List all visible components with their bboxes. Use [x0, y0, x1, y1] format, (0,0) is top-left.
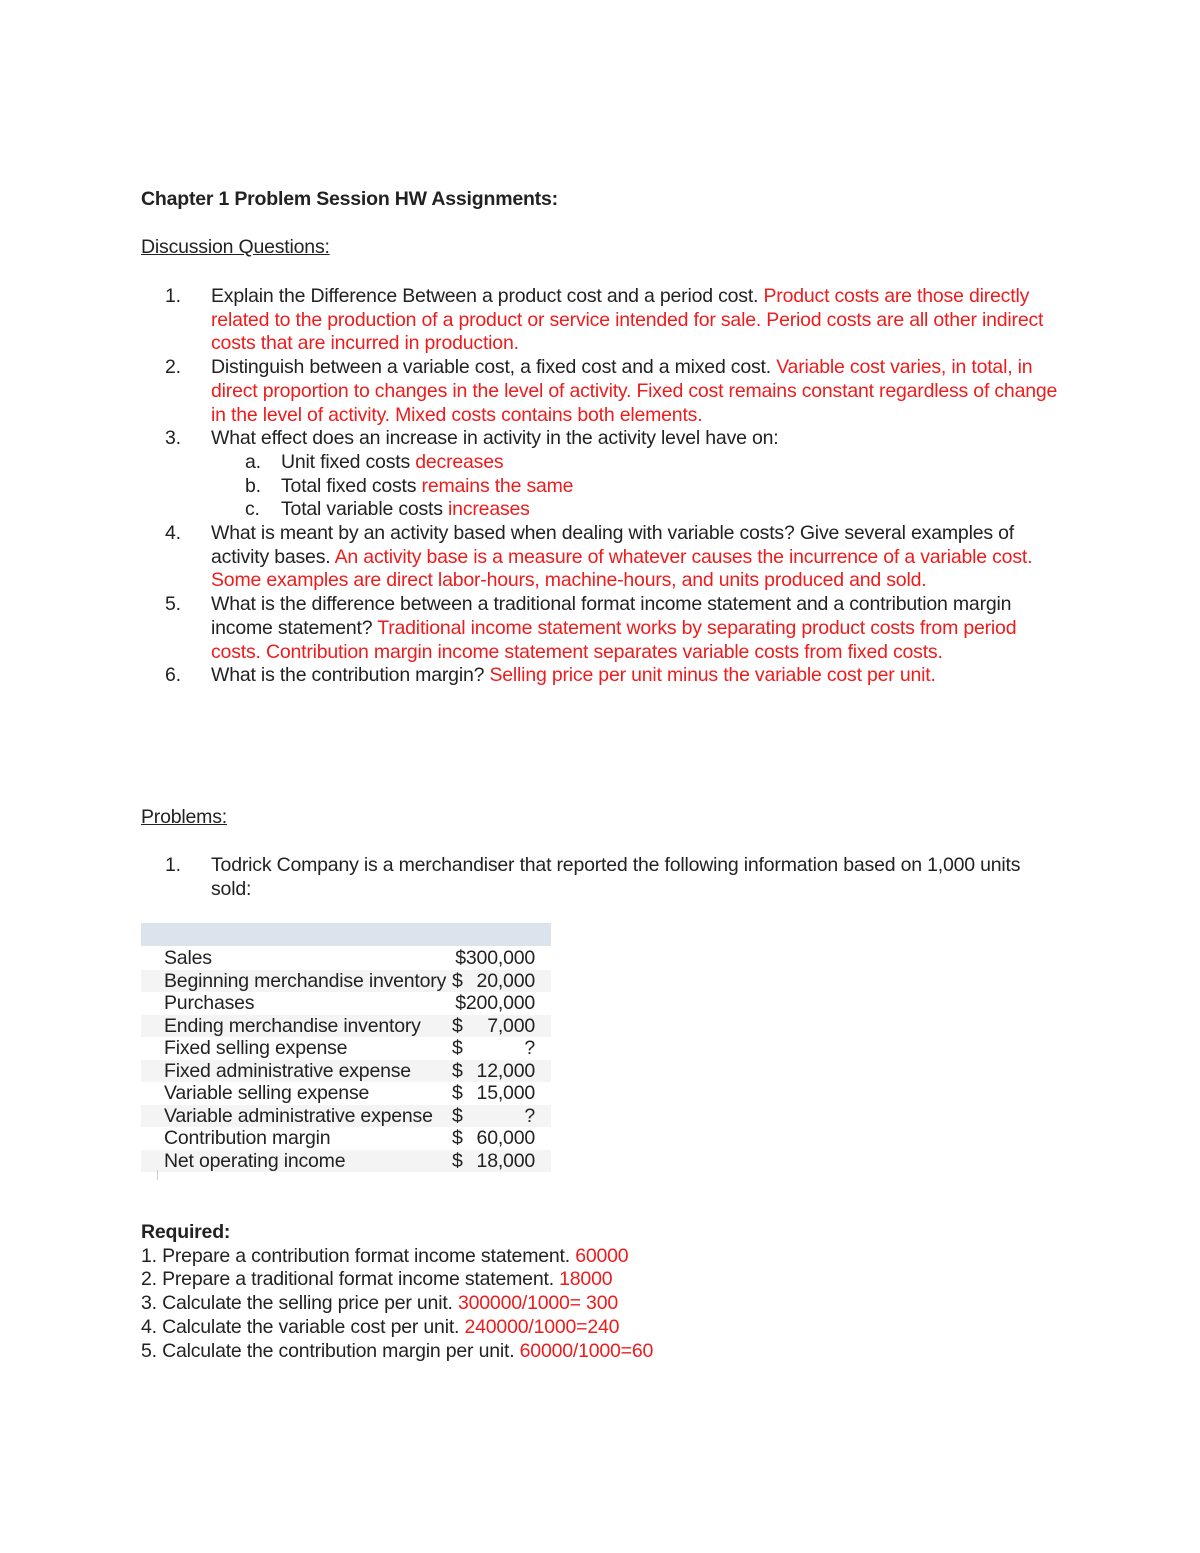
- answer-text: An activity base is a measure of whatever causes the incurrence of a variable cost. Some examples are direct labor-hours, machine-hours, and units produced and sold.: [211, 545, 1033, 592]
- table-row: Contribution margin $ 60,000: [164, 1127, 535, 1149]
- table-edge-mark: [157, 1170, 158, 1180]
- answer-text: decreases: [415, 450, 504, 473]
- table-row: Purchases $200,000: [164, 992, 535, 1014]
- table-row: Variable selling expense $ 15,000: [164, 1082, 535, 1104]
- page-title: Chapter 1 Problem Session HW Assignments:: [141, 188, 558, 210]
- table-row: Beginning merchandise inventory $ 20,000: [141, 970, 551, 993]
- answer-text: 60000: [575, 1244, 629, 1267]
- answer-text: Product costs are those directly related to the production of a product or service intended for sale. Period costs are all other indirect costs that are incurred in production.: [211, 285, 1044, 355]
- question-1: 1. Explain the Difference Between a product cost and a period cost. Product costs are those directly related to the production of a product or service intended for sale. Period costs are all other indirect costs that are incurred in production.: [165, 285, 1044, 355]
- required-heading: Required:: [141, 1221, 231, 1243]
- required-item: 2. Prepare a traditional format income statement. 18000: [141, 1268, 613, 1291]
- question-text: Distinguish between a variable cost, a fixed cost and a mixed cost.: [211, 356, 771, 379]
- answer-text: remains the same: [421, 474, 574, 497]
- discussion-heading: Discussion Questions:: [141, 236, 330, 258]
- sub-question-b: b. Total fixed costs remains the same: [245, 474, 574, 497]
- problem-text: Todrick Company is a merchandiser that reported the following information based on 1,000 units sold:: [211, 854, 1021, 900]
- answer-text: 300000/1000= 300: [457, 1292, 618, 1315]
- question-5: 5. What is the difference between a traditional format income statement and a contribution margin income statement? Traditional income statement works by separating product costs from period costs. Contribution margin income statement separates variable costs from fixed costs.: [165, 593, 1017, 663]
- question-4: 4. What is meant by an activity based when dealing with variable costs? Give several examples of activity bases. An activity base is a measure of whatever causes the incurrence of a variable cost. Some examples are direct labor-hours, machine-hours, and units produced and sold.: [165, 522, 1033, 592]
- question-text: What is the difference between a traditional format income statement and a contribution margin income statement?: [211, 593, 1012, 639]
- question-text: Total fixed costs: [281, 474, 417, 497]
- required-item: 4. Calculate the variable cost per unit. 240000/1000=240: [141, 1315, 620, 1338]
- question-text: Total variable costs: [281, 498, 443, 521]
- answer-text: 60000/1000=60: [519, 1339, 654, 1362]
- question-2: 2. Distinguish between a variable cost, a fixed cost and a mixed cost. Variable cost varies, in total, in direct proportion to changes in the level of activity. Fixed cost remains constant regardless of change in the level of activity. Mixed costs contains both elements.: [165, 356, 1058, 426]
- answer-text: increases: [448, 498, 530, 521]
- required-item: 1. Prepare a contribution format income statement. 60000: [141, 1244, 629, 1267]
- question-text: What is the contribution margin?: [211, 664, 485, 687]
- table-header-bar: [141, 923, 551, 946]
- required-item: 5. Calculate the contribution margin per unit. 60000/1000=60: [141, 1339, 654, 1362]
- table-row: Net operating income $ 18,000: [141, 1150, 551, 1173]
- discussion-list: [165, 285, 1065, 688]
- problem-1: 1. Todrick Company is a merchandiser that reported the following information based on 1,000 units sold:: [165, 854, 1045, 901]
- table-row: Variable administrative expense $ ?: [141, 1105, 551, 1128]
- answer-text: 240000/1000=240: [464, 1315, 620, 1338]
- question-6: 6. What is the contribution margin? Selling price per unit minus the variable cost per unit.: [165, 664, 936, 687]
- problems-list: [165, 854, 1045, 901]
- sub-question-a: a. Unit fixed costs decreases: [245, 450, 504, 473]
- table-row: Ending merchandise inventory $ 7,000: [141, 1015, 551, 1038]
- required-item: 3. Calculate the selling price per unit. 300000/1000= 300: [141, 1292, 618, 1315]
- answer-text: 18000: [559, 1268, 613, 1291]
- answer-text: Traditional income statement works by separating product costs from period costs. Contribution margin income statement separates variable costs from fixed costs.: [211, 616, 1017, 663]
- problems-heading: Problems:: [141, 806, 227, 828]
- answer-text: Selling price per unit minus the variable cost per unit.: [489, 664, 936, 687]
- table-row: Fixed administrative expense $ 12,000: [141, 1060, 551, 1083]
- table-row: Fixed selling expense $ ?: [164, 1037, 535, 1059]
- question-text: Explain the Difference Between a product cost and a period cost.: [211, 285, 759, 307]
- question-text: Unit fixed costs: [281, 450, 411, 473]
- required-section: [141, 1221, 653, 1363]
- sub-question-c: c. Total variable costs increases: [245, 498, 530, 521]
- question-3: 3. What effect does an increase in activity in the activity level have on:: [165, 427, 1065, 451]
- question-text: What is meant by an activity based when dealing with variable costs? Give several examples of activity bases.: [211, 522, 1014, 568]
- table-row: Sales $300,000: [164, 947, 535, 969]
- answer-text: Variable cost varies, in total, in direct proportion to changes in the level of activity. Fixed cost remains constant regardless of change in the level of activity. Mixed costs contains both elements.: [211, 356, 1058, 426]
- question-text: What effect does an increase in activity in the activity level have on:: [211, 427, 779, 450]
- data-table: [141, 947, 551, 1172]
